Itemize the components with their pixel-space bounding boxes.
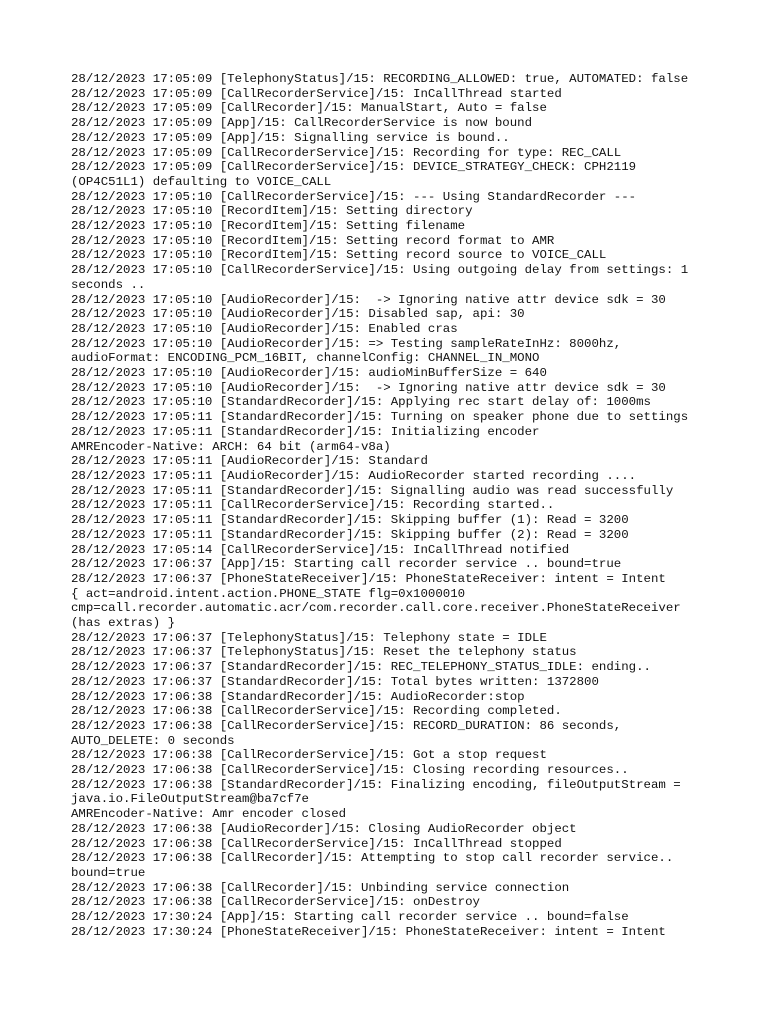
log-line: 28/12/2023 17:30:24 [App]/15: Starting call recorder service .. bound=false [71, 910, 629, 925]
log-line: AMREncoder-Native: ARCH: 64 bit (arm64-v8a) [71, 439, 391, 454]
log-line: 28/12/2023 17:05:10 [AudioRecorder]/15: Enabled cras [71, 321, 458, 336]
log-line: 28/12/2023 17:05:10 [AudioRecorder]/15: audioMinBufferSize = 640 [71, 366, 547, 381]
log-line: { act=android.intent.action.PHONE_STATE flg=0x1000010 [71, 586, 466, 601]
log-line: 28/12/2023 17:06:37 [StandardRecorder]/15: REC_TELEPHONY_STATUS_IDLE: ending.. [71, 660, 651, 675]
log-document [71, 72, 711, 939]
log-line: 28/12/2023 17:06:37 [TelephonyStatus]/15: Telephony state = IDLE [71, 630, 547, 645]
log-line: 28/12/2023 17:06:38 [CallRecorderService]/15: RECORD_DURATION: 86 seconds, [71, 718, 622, 733]
log-line: 28/12/2023 17:05:11 [CallRecorderService]/15: Recording started.. [71, 498, 555, 513]
log-line: 28/12/2023 17:30:24 [PhoneStateReceiver]/15: PhoneStateReceiver: intent = Intent [71, 924, 666, 939]
log-line: 28/12/2023 17:05:09 [App]/15: CallRecorderService is now bound [71, 116, 533, 131]
log-line: 28/12/2023 17:05:10 [AudioRecorder]/15: Disabled sap, api: 30 [71, 307, 525, 322]
log-line: 28/12/2023 17:05:09 [App]/15: Signalling service is bound.. [71, 130, 510, 145]
log-line: 28/12/2023 17:05:10 [RecordItem]/15: Setting directory [71, 204, 473, 219]
log-line: seconds .. [71, 277, 146, 292]
log-line: 28/12/2023 17:06:38 [CallRecorderService]/15: Recording completed. [71, 704, 562, 719]
log-line: 28/12/2023 17:05:14 [CallRecorderService]/15: InCallThread notified [71, 542, 570, 557]
log-line: 28/12/2023 17:06:38 [AudioRecorder]/15: Closing AudioRecorder object [71, 821, 577, 836]
log-line: 28/12/2023 17:06:38 [CallRecorderService]/15: Closing recording resources.. [71, 763, 629, 778]
log-line: 28/12/2023 17:05:11 [StandardRecorder]/15: Skipping buffer (2): Read = 3200 [71, 527, 629, 542]
log-line: 28/12/2023 17:05:09 [CallRecorderService]/15: DEVICE_STRATEGY_CHECK: CPH2119 [71, 160, 637, 175]
log-line: 28/12/2023 17:06:37 [TelephonyStatus]/15: Reset the telephony status [71, 645, 577, 660]
log-line: AMREncoder-Native: Amr encoder closed [71, 807, 347, 822]
log-line: cmp=call.recorder.automatic.acr/com.recorder.call.core.receiver.PhoneStateReceiver [71, 601, 681, 616]
log-line: 28/12/2023 17:05:11 [StandardRecorder]/15: Initializing encoder [71, 424, 540, 439]
log-line: 28/12/2023 17:05:11 [AudioRecorder]/15: Standard [71, 454, 428, 469]
log-line: 28/12/2023 17:05:10 [AudioRecorder]/15: => Testing sampleRateInHz: 8000hz, [71, 336, 622, 351]
log-line: 28/12/2023 17:06:37 [PhoneStateReceiver]/15: PhoneStateReceiver: intent = Intent [71, 571, 666, 586]
log-line: 28/12/2023 17:05:10 [CallRecorderService]/15: --- Using StandardRecorder --- [71, 189, 637, 204]
log-line: 28/12/2023 17:05:10 [CallRecorderService]/15: Using outgoing delay from settings: 1 [71, 263, 689, 278]
log-line: 28/12/2023 17:05:10 [RecordItem]/15: Setting record format to AMR [71, 233, 555, 248]
log-line: 28/12/2023 17:05:11 [AudioRecorder]/15: AudioRecorder started recording .... [71, 468, 637, 483]
log-line: 28/12/2023 17:05:09 [CallRecorder]/15: ManualStart, Auto = false [71, 101, 547, 116]
log-line: 28/12/2023 17:06:38 [StandardRecorder]/15: Finalizing encoding, fileOutputStream = [71, 777, 681, 792]
log-line: (has extras) } [71, 616, 176, 631]
log-line: 28/12/2023 17:06:38 [StandardRecorder]/15: AudioRecorder:stop [71, 689, 525, 704]
log-line: java.io.FileOutputStream@ba7cf7e [71, 792, 309, 807]
log-line: 28/12/2023 17:06:38 [CallRecorderService]/15: onDestroy [71, 895, 480, 910]
log-line: 28/12/2023 17:05:09 [TelephonyStatus]/15: RECORDING_ALLOWED: true, AUTOMATED: false [71, 72, 689, 86]
log-line: 28/12/2023 17:06:38 [CallRecorder]/15: Attempting to stop call recorder service.. [71, 851, 674, 866]
log-line: 28/12/2023 17:05:09 [CallRecorderService]/15: Recording for type: REC_CALL [71, 145, 622, 160]
log-line: 28/12/2023 17:06:38 [CallRecorderService]/15: InCallThread stopped [71, 836, 562, 851]
log-line: 28/12/2023 17:05:09 [CallRecorderService]/15: InCallThread started [71, 86, 562, 101]
log-line: audioFormat: ENCODING_PCM_16BIT, channelConfig: CHANNEL_IN_MONO [71, 351, 540, 366]
log-line: 28/12/2023 17:06:38 [CallRecorderService]/15: Got a stop request [71, 748, 547, 763]
log-line: AUTO_DELETE: 0 seconds [71, 733, 235, 748]
log-line: 28/12/2023 17:06:37 [App]/15: Starting call recorder service .. bound=true [71, 557, 622, 572]
log-line: 28/12/2023 17:05:11 [StandardRecorder]/15: Turning on speaker phone due to settings [71, 410, 689, 425]
log-line: 28/12/2023 17:05:10 [AudioRecorder]/15: -> Ignoring native attr device sdk = 30 [71, 292, 666, 307]
log-line: bound=true [71, 865, 146, 880]
log-line: 28/12/2023 17:05:10 [StandardRecorder]/15: Applying rec start delay of: 1000ms [71, 395, 651, 410]
log-line: 28/12/2023 17:05:10 [AudioRecorder]/15: -> Ignoring native attr device sdk = 30 [71, 380, 666, 395]
log-line: 28/12/2023 17:05:10 [RecordItem]/15: Setting filename [71, 219, 466, 234]
log-line: 28/12/2023 17:05:11 [StandardRecorder]/15: Signalling audio was read successfully [71, 483, 674, 498]
log-line: 28/12/2023 17:06:37 [StandardRecorder]/15: Total bytes written: 1372800 [71, 674, 599, 689]
log-line: 28/12/2023 17:06:38 [CallRecorder]/15: Unbinding service connection [71, 880, 570, 895]
log-line: 28/12/2023 17:05:10 [RecordItem]/15: Setting record source to VOICE_CALL [71, 248, 607, 263]
log-line: 28/12/2023 17:05:11 [StandardRecorder]/15: Skipping buffer (1): Read = 3200 [71, 513, 629, 528]
log-line: (OP4C51L1) defaulting to VOICE_CALL [71, 174, 332, 189]
